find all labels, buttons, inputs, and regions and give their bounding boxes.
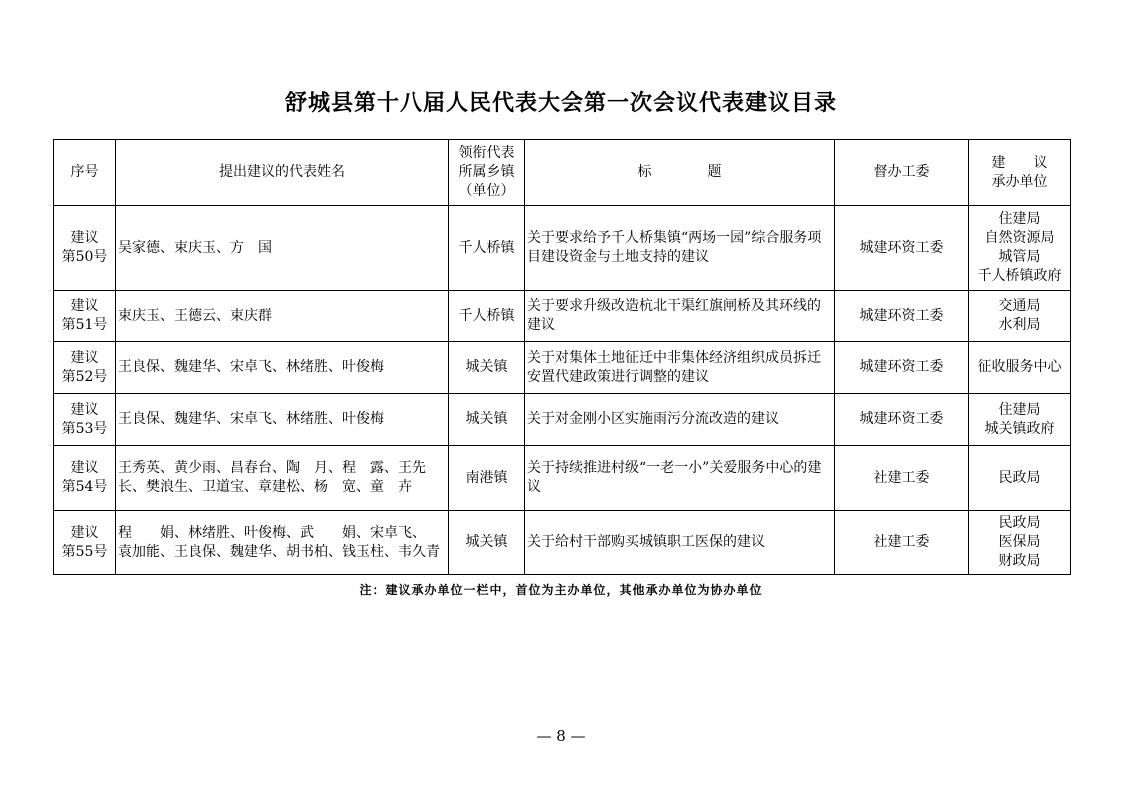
row-town: 南港镇 <box>449 446 525 511</box>
row-subject: 关于要求给予千人桥集镇“两场一园”综合服务项目建设资金与土地支持的建议 <box>525 206 835 291</box>
row-subject: 关于对集体土地征迁中非集体经济组织成员拆迁安置代建政策进行调整的建议 <box>525 342 835 394</box>
table-header-row <box>54 140 1071 206</box>
row-supervisor: 城建环资工委 <box>835 342 969 394</box>
row-names: 束庆玉、王德云、束庆群 <box>116 291 449 342</box>
row-town: 城关镇 <box>449 394 525 446</box>
row-seq: 建议 第54号 <box>54 446 116 511</box>
row-town: 城关镇 <box>449 511 525 575</box>
row-seq: 建议 第51号 <box>54 291 116 342</box>
row-seq: 建议 第52号 <box>54 342 116 394</box>
row-handler: 交通局 水利局 <box>969 291 1071 342</box>
row-names: 王良保、魏建华、宋卓飞、林绪胜、叶俊梅 <box>116 394 449 446</box>
header-town: 领衔代表 所属乡镇 （单位） <box>449 140 525 206</box>
table-row <box>54 394 1071 446</box>
row-handler: 住建局 自然资源局 城管局 千人桥镇政府 <box>969 206 1071 291</box>
table-row <box>54 291 1071 342</box>
row-seq: 建议 第50号 <box>54 206 116 291</box>
header-handler: 建 议 承办单位 <box>969 140 1071 206</box>
row-supervisor: 城建环资工委 <box>835 394 969 446</box>
row-subject: 关于给村干部购买城镇职工医保的建议 <box>525 511 835 575</box>
row-supervisor: 社建工委 <box>835 446 969 511</box>
row-handler: 民政局 医保局 财政局 <box>969 511 1071 575</box>
row-names: 程 娟、林绪胜、叶俊梅、武 娟、宋卓飞、 袁加能、王良保、魏建华、胡书柏、钱玉柱、韦久青 <box>116 511 449 575</box>
row-seq: 建议 第55号 <box>54 511 116 575</box>
row-town: 城关镇 <box>449 342 525 394</box>
table-row <box>54 342 1071 394</box>
row-names: 王秀英、黄少雨、昌春台、陶 月、程 露、王先长、樊浪生、卫道宝、章建松、杨 宽、童 卉 <box>116 446 449 511</box>
table-row <box>54 206 1071 291</box>
table-footnote: 注：建议承办单位一栏中，首位为主办单位，其他承办单位为协办单位 <box>359 583 763 597</box>
row-names: 王良保、魏建华、宋卓飞、林绪胜、叶俊梅 <box>116 342 449 394</box>
page-number: — 8 — <box>536 727 586 745</box>
row-subject: 关于要求升级改造杭北干渠红旗闸桥及其环线的建议 <box>525 291 835 342</box>
row-town: 千人桥镇 <box>449 206 525 291</box>
row-supervisor: 城建环资工委 <box>835 206 969 291</box>
table-row <box>54 511 1071 575</box>
row-handler: 征收服务中心 <box>969 342 1071 394</box>
header-seq: 序号 <box>54 140 116 206</box>
document-title: 舒城县第十八届人民代表大会第一次会议代表建议目录 <box>284 91 837 116</box>
row-town: 千人桥镇 <box>449 291 525 342</box>
row-seq: 建议 第53号 <box>54 394 116 446</box>
row-subject: 关于对金刚小区实施雨污分流改造的建议 <box>525 394 835 446</box>
row-supervisor: 城建环资工委 <box>835 291 969 342</box>
table-row <box>54 446 1071 511</box>
row-subject: 关于持续推进村级“一老一小”关爱服务中心的建议 <box>525 446 835 511</box>
header-names: 提出建议的代表姓名 <box>116 140 449 206</box>
row-handler: 住建局 城关镇政府 <box>969 394 1071 446</box>
row-supervisor: 社建工委 <box>835 511 969 575</box>
suggestion-table <box>53 139 1071 575</box>
header-subject: 标 题 <box>525 140 835 206</box>
row-handler: 民政局 <box>969 446 1071 511</box>
header-supervisor: 督办工委 <box>835 140 969 206</box>
row-names: 吴家德、束庆玉、方 国 <box>116 206 449 291</box>
